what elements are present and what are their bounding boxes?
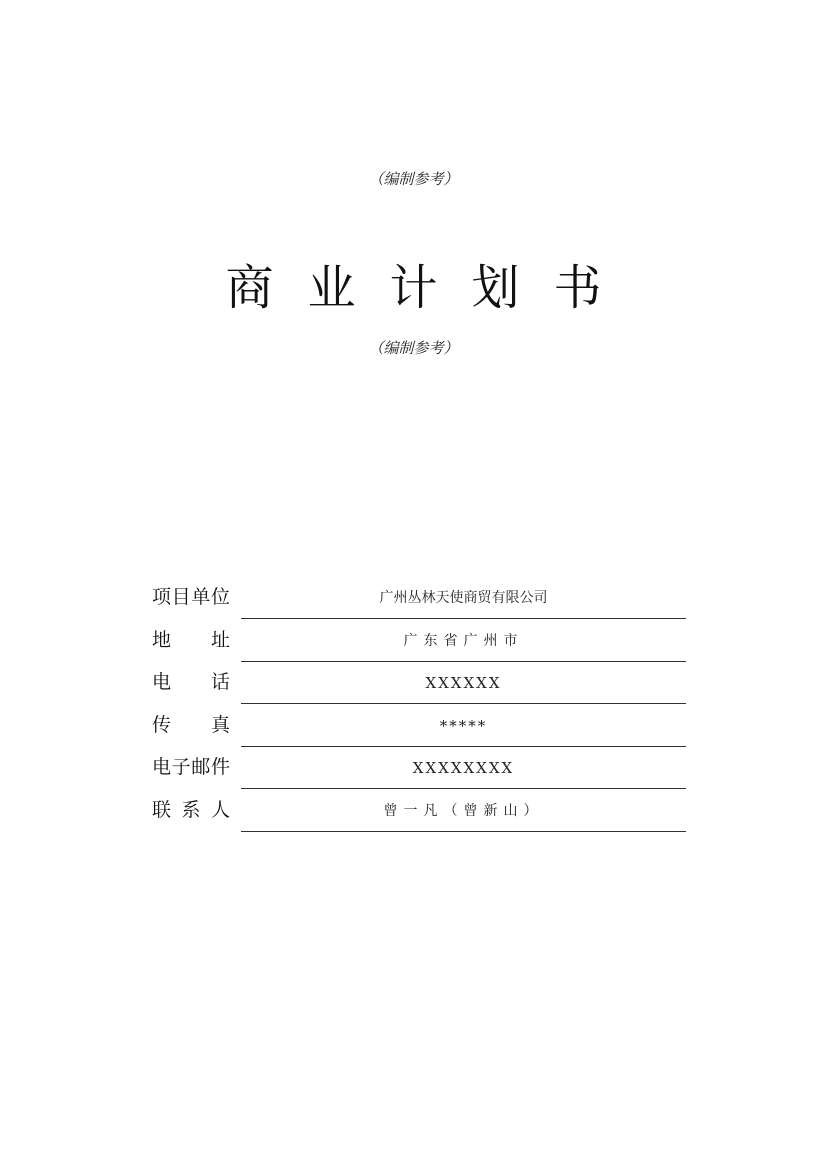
subtitle-reference-note: （编制参考） bbox=[368, 339, 459, 357]
fax-label: 传真 bbox=[152, 713, 230, 736]
document-title: 商业计划书 bbox=[225, 260, 636, 316]
address-value: 广东省广州市 bbox=[241, 620, 686, 662]
phone-label: 电话 bbox=[152, 671, 230, 693]
email-value: XXXXXXXX bbox=[241, 747, 686, 789]
email-label: 电子邮件 bbox=[152, 756, 230, 778]
info-row-project-unit bbox=[152, 577, 686, 620]
address-label: 地址 bbox=[152, 628, 230, 651]
info-row-fax bbox=[152, 705, 686, 748]
project-unit-value: 广州丛林天使商贸有限公司 bbox=[241, 577, 686, 619]
info-row-email bbox=[152, 747, 686, 790]
contact-person-value: 曾一凡（曾新山） bbox=[241, 790, 686, 832]
contact-info-form bbox=[152, 577, 686, 832]
project-unit-label: 项目单位 bbox=[152, 586, 230, 608]
info-row-address bbox=[152, 620, 686, 663]
phone-value: XXXXXX bbox=[241, 662, 686, 704]
info-row-phone bbox=[152, 662, 686, 705]
contact-person-label: 联系人 bbox=[152, 798, 230, 821]
fax-value: ***** bbox=[241, 705, 686, 747]
info-row-contact-person bbox=[152, 790, 686, 833]
top-reference-note: （编制参考） bbox=[368, 170, 459, 188]
